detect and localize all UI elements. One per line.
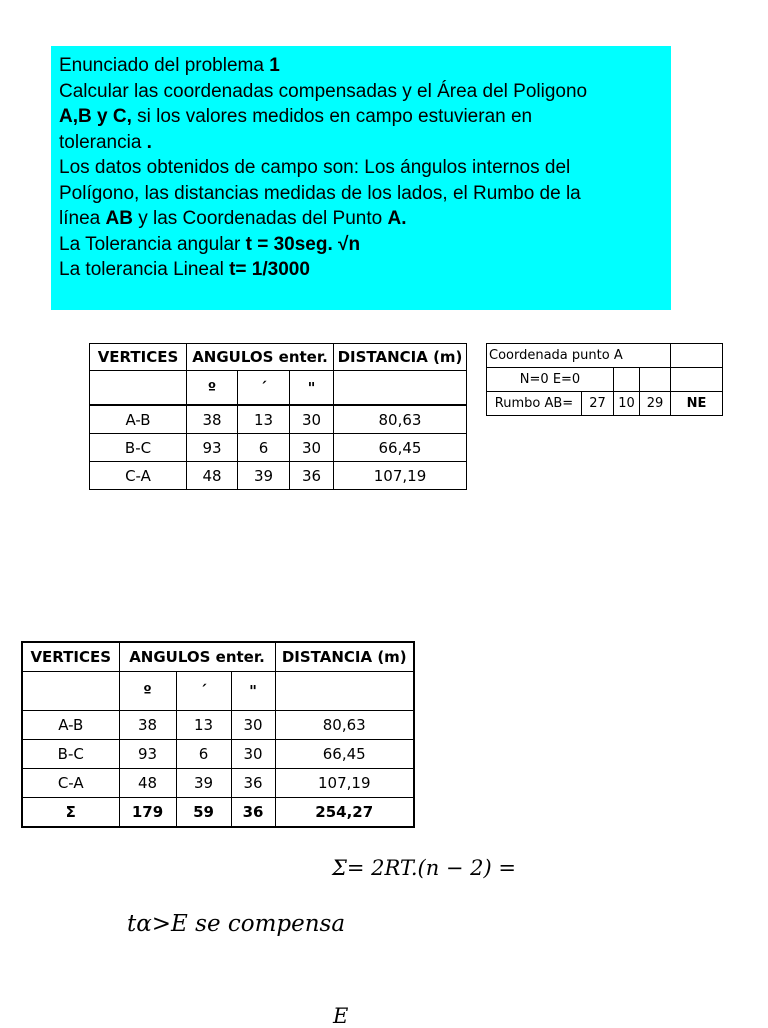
table-cell bbox=[22, 672, 119, 711]
problem-line-ab: AB bbox=[105, 208, 133, 229]
table-cell bbox=[275, 672, 414, 711]
problem-text: línea bbox=[59, 208, 106, 229]
angular-tolerance: t = 30seg. √n bbox=[245, 233, 361, 255]
seconds-cell: 30 bbox=[231, 711, 275, 740]
problem-line-8 bbox=[59, 232, 663, 258]
problem-text: La Tolerancia angular bbox=[59, 233, 246, 255]
problem-points: A,B y C, bbox=[59, 106, 132, 127]
coords-ne-row bbox=[487, 368, 723, 392]
vertex-cell: B-C bbox=[90, 434, 187, 462]
minutes-cell: 13 bbox=[176, 711, 231, 740]
problem-text: La tolerancia Lineal bbox=[59, 259, 230, 280]
vertex-cell: A-B bbox=[90, 405, 187, 434]
table-cell bbox=[671, 368, 723, 392]
error-label: E bbox=[333, 1004, 349, 1028]
problem-text: tolerancia bbox=[59, 131, 147, 153]
seconds-cell: 36 bbox=[231, 769, 275, 798]
degrees-cell: 38 bbox=[119, 711, 176, 740]
problem-line-4 bbox=[59, 130, 663, 156]
compensation-condition: tα>E se compensa bbox=[127, 911, 346, 937]
table-cell bbox=[614, 368, 640, 392]
problem-text: y las Coordenadas del Punto bbox=[132, 208, 388, 229]
distance-cell: 107,19 bbox=[334, 462, 467, 490]
table-row bbox=[22, 740, 414, 769]
problem-line-5 bbox=[59, 155, 663, 181]
distance-cell: 107,19 bbox=[275, 769, 414, 798]
problem-line-7 bbox=[59, 206, 663, 232]
coords-title: Coordenada punto A bbox=[487, 344, 671, 368]
problem-line-9 bbox=[59, 257, 663, 283]
table-cell bbox=[334, 371, 467, 406]
problem-line-1 bbox=[59, 53, 663, 79]
coords-rumbo-row bbox=[487, 392, 723, 416]
sigma-symbol: Σ bbox=[22, 798, 119, 828]
problem-text: Calcular las coordenadas compensadas y el Área del Poligono bbox=[59, 80, 588, 102]
degrees-cell: 48 bbox=[187, 462, 238, 490]
sum-degrees: 179 bbox=[119, 798, 176, 828]
table-row bbox=[90, 434, 467, 462]
header-distance: DISTANCIA (m) bbox=[334, 344, 467, 371]
vertex-cell: C-A bbox=[22, 769, 119, 798]
degrees-cell: 93 bbox=[119, 740, 176, 769]
distance-cell: 66,45 bbox=[275, 740, 414, 769]
degrees-cell: 93 bbox=[187, 434, 238, 462]
sum-distance: 254,27 bbox=[275, 798, 414, 828]
minutes-cell: 39 bbox=[176, 769, 231, 798]
problem-text: Polígono, las distancias medidas de los lados, el Rumbo de la bbox=[59, 182, 581, 204]
field-data-table bbox=[89, 343, 467, 490]
problem-number: 1 bbox=[269, 55, 280, 76]
table-cell bbox=[671, 344, 723, 368]
degrees-cell: 38 bbox=[187, 405, 238, 434]
unit-seconds: " bbox=[290, 371, 334, 406]
problem-line-2 bbox=[59, 79, 663, 105]
sum-table bbox=[21, 641, 415, 828]
distance-cell: 80,63 bbox=[275, 711, 414, 740]
table-cell bbox=[90, 371, 187, 406]
coordinates-table bbox=[486, 343, 723, 416]
table-row bbox=[90, 462, 467, 490]
header-angles: ANGULOS enter. bbox=[187, 344, 334, 371]
degrees-cell: 48 bbox=[119, 769, 176, 798]
minutes-cell: 39 bbox=[238, 462, 290, 490]
unit-degrees: º bbox=[119, 672, 176, 711]
sum-row bbox=[22, 798, 414, 828]
angle-sum-formula: Σ= 2RT.(n − 2) = bbox=[332, 856, 517, 880]
problem-text-bold: . bbox=[146, 131, 152, 153]
vertex-cell: B-C bbox=[22, 740, 119, 769]
vertex-cell: A-B bbox=[22, 711, 119, 740]
unit-seconds: " bbox=[231, 672, 275, 711]
rumbo-degrees: 27 bbox=[582, 392, 614, 416]
header-distance: DISTANCIA (m) bbox=[275, 642, 414, 672]
seconds-cell: 30 bbox=[231, 740, 275, 769]
problem-text: si los valores medidos en campo estuvieran en bbox=[131, 106, 533, 127]
problem-point-a: A. bbox=[387, 208, 407, 229]
unit-degrees: º bbox=[187, 371, 238, 406]
minutes-cell: 6 bbox=[176, 740, 231, 769]
table-units-row bbox=[90, 371, 467, 406]
seconds-cell: 30 bbox=[290, 434, 334, 462]
table-header-row bbox=[22, 642, 414, 672]
linear-tolerance: t= 1/3000 bbox=[229, 259, 310, 280]
problem-statement-box bbox=[51, 46, 671, 310]
problem-line-3 bbox=[59, 104, 663, 130]
distance-cell: 80,63 bbox=[334, 405, 467, 434]
seconds-cell: 36 bbox=[290, 462, 334, 490]
problem-text: Los datos obtenidos de campo son: Los ángulos internos del bbox=[59, 157, 571, 178]
rumbo-seconds: 29 bbox=[640, 392, 671, 416]
header-vertices: VERTICES bbox=[90, 344, 187, 371]
table-units-row bbox=[22, 672, 414, 711]
header-vertices: VERTICES bbox=[22, 642, 119, 672]
distance-cell: 66,45 bbox=[334, 434, 467, 462]
sum-minutes: 59 bbox=[176, 798, 231, 828]
rumbo-minutes: 10 bbox=[614, 392, 640, 416]
table-header-row bbox=[90, 344, 467, 371]
table-row bbox=[22, 711, 414, 740]
table-row bbox=[90, 405, 467, 434]
vertex-cell: C-A bbox=[90, 462, 187, 490]
sum-seconds: 36 bbox=[231, 798, 275, 828]
minutes-cell: 13 bbox=[238, 405, 290, 434]
table-row bbox=[22, 769, 414, 798]
coords-ne-value: N=0 E=0 bbox=[487, 368, 614, 392]
coords-title-row bbox=[487, 344, 723, 368]
minutes-cell: 6 bbox=[238, 434, 290, 462]
unit-minutes: ´ bbox=[238, 371, 290, 406]
rumbo-direction: NE bbox=[671, 392, 723, 416]
problem-title-text: Enunciado del problema bbox=[59, 55, 270, 76]
problem-line-6 bbox=[59, 181, 663, 207]
rumbo-label: Rumbo AB= bbox=[487, 392, 582, 416]
unit-minutes: ´ bbox=[176, 672, 231, 711]
seconds-cell: 30 bbox=[290, 405, 334, 434]
table-cell bbox=[640, 368, 671, 392]
header-angles: ANGULOS enter. bbox=[119, 642, 275, 672]
